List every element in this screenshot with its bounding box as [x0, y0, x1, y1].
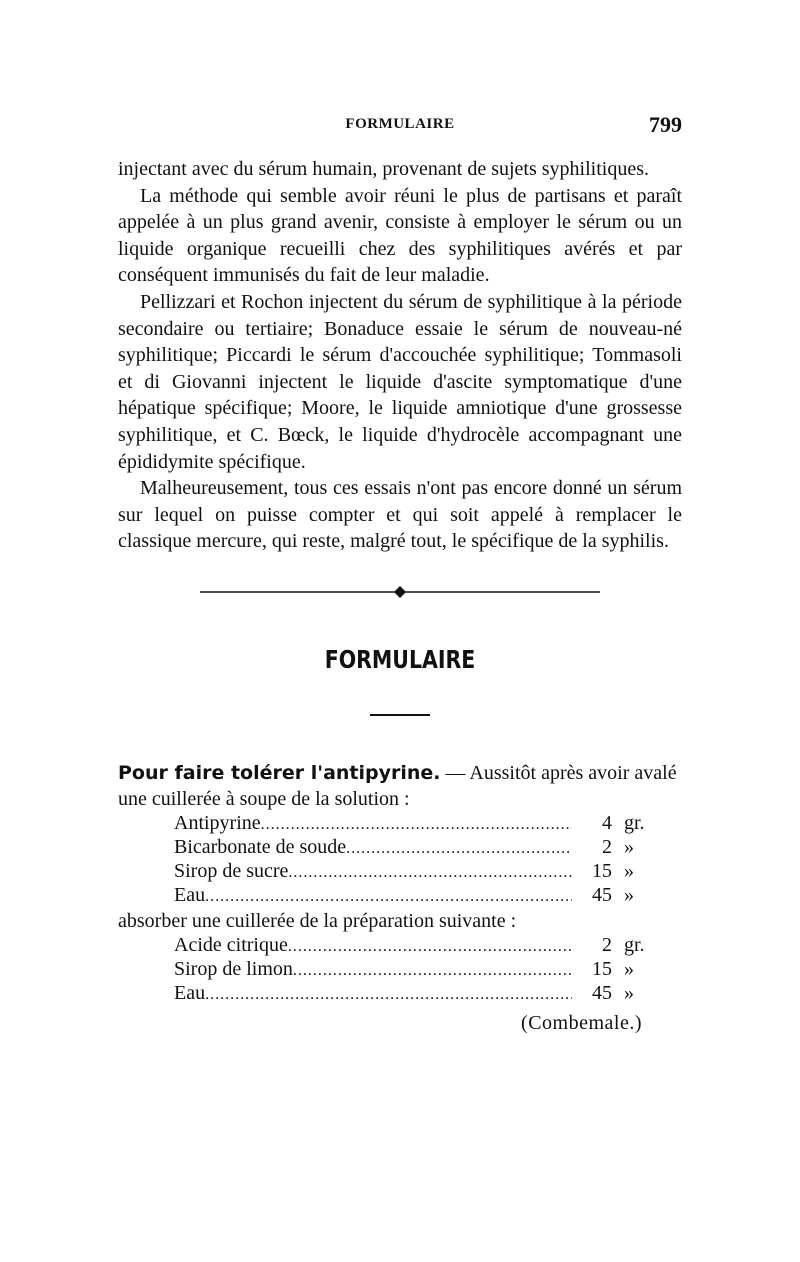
ingredient-unit: » [624, 835, 634, 858]
section-divider-ornament [200, 585, 600, 599]
ingredient-row [174, 884, 682, 908]
ingredient-list-2 [118, 934, 682, 1006]
ingredient-unit: » [624, 859, 634, 882]
ingredient-row [174, 836, 682, 860]
ingredient-name: Bicarbonate de soude [174, 835, 347, 858]
section-title: FORMULAIRE [324, 644, 476, 674]
ingredient-name: Eau [174, 883, 206, 906]
recipe-instruction: absorber une cuillerée de la préparation suivante : [118, 909, 517, 932]
running-header [118, 112, 682, 142]
running-title: FORMULAIRE [345, 116, 455, 132]
ingredient-quantity: 2 [602, 933, 612, 956]
book-page [118, 112, 682, 1036]
ingredient-quantity: 15 [592, 859, 612, 882]
recipe-heading: Pour faire tolérer l'antipyrine. [118, 761, 441, 784]
ingredient-list-1 [118, 812, 682, 908]
ingredient-name: Sirop de sucre [174, 859, 289, 882]
leader-dots [205, 984, 572, 1006]
recipe-intro-text: — Aussitôt après avoir avalé une cuillerée à soupe de la solution : [118, 761, 677, 810]
paragraph: Pellizzari et Rochon injectent du sérum de syphilitique à la période secondaire ou tertiaire; Bonaduce essaie le sérum de nouveau-né syphilitique; Piccardi le sérum d'accouchée syphilitique; Tommasoli et di Giovanni injectent le liquide d'ascite symptomatique d'une hépatique spécifique; Moore, le liquide amniotique d'une grossesse syphilitique, et C. Bœck, le liquide d'hydrocèle accompagnant une épididymite spécifique. [118, 290, 682, 473]
paragraph: La méthode qui semble avoir réuni le plus de partisans et paraît appelée à un plus grand avenir, consiste à employer le sérum ou un liquide organique recueilli chez des syphilitiques avérés et par conséquent immunisés du fait de leur maladie. [118, 184, 682, 287]
ingredient-unit: » [624, 957, 634, 980]
recipe [118, 760, 682, 1036]
leader-dots [288, 936, 572, 958]
ingredient-name: Eau [174, 981, 206, 1004]
ingredient-unit: » [624, 883, 634, 906]
ingredient-quantity: 2 [602, 835, 612, 858]
recipe-attribution: (Combemale.) [521, 1011, 642, 1034]
ingredient-quantity: 45 [592, 883, 612, 906]
ingredient-quantity: 45 [592, 981, 612, 1004]
ingredient-name: Acide citrique [174, 933, 288, 956]
paragraph: injectant avec du sérum humain, provenant de sujets syphilitiques. [118, 158, 649, 180]
ingredient-unit: » [624, 981, 634, 1004]
title-underline-rule [370, 714, 430, 716]
body-text [118, 156, 682, 555]
ingredient-row [174, 860, 682, 884]
leader-dots [293, 960, 572, 982]
leader-dots [288, 862, 572, 884]
page-number: 799 [649, 112, 682, 137]
ingredient-name: Sirop de limon [174, 957, 293, 980]
ingredient-row [174, 812, 682, 836]
leader-dots [261, 814, 572, 836]
recipe-intro [118, 760, 682, 812]
ingredient-quantity: 4 [602, 811, 612, 834]
ingredient-unit: gr. [624, 933, 645, 956]
ingredient-quantity: 15 [592, 957, 612, 980]
ingredient-row [174, 982, 682, 1006]
leader-dots [346, 838, 572, 860]
ingredient-row [174, 958, 682, 982]
ingredient-unit: gr. [624, 811, 645, 834]
leader-dots [205, 886, 572, 908]
ingredient-name: Antipyrine [174, 811, 261, 834]
ingredient-row [174, 934, 682, 958]
paragraph: Malheureusement, tous ces essais n'ont pas encore donné un sérum sur lequel on puisse compter et qui soit appelé à remplacer le classique mercure, qui reste, malgré tout, le spécifique de la syphilis. [118, 477, 682, 553]
